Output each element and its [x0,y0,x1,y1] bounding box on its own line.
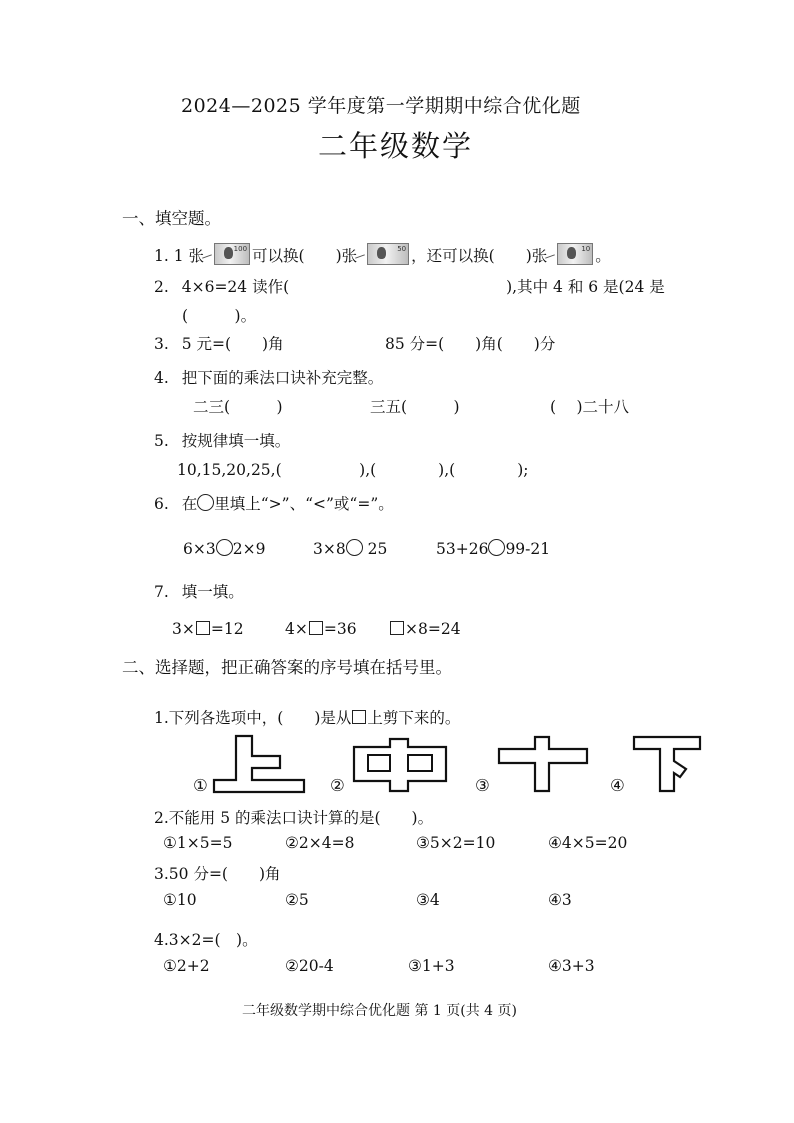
q6-line [154,492,394,514]
s2-q2-option-1[interactable]: ①1×5=5 [163,834,233,852]
s2-q4-option-2[interactable]: ②20-4 [285,957,334,975]
s2-q1-text-a: 1.下列各选项中，( )是从 [154,709,352,727]
q4-a: 二三( ) [193,398,283,416]
s2-q1-text [154,706,460,728]
q7-number: 7. [154,583,169,601]
q7-prompt: 填一填。 [181,583,244,601]
q4-c: ( )二十八 [550,398,630,416]
q4-line [154,366,383,388]
shang-outline-glyph[interactable] [210,734,306,794]
s2-q1-option3-label: ③ [475,776,490,795]
square-icon[interactable] [309,621,323,635]
s2-q3-option-3[interactable]: ③4 [416,891,440,909]
s2-q2-option-3[interactable]: ③5×2=10 [416,834,496,852]
s2-q4-option-3[interactable]: ③1+3 [408,957,455,975]
rmb-50-bill-icon: 50 [367,243,409,265]
zhong-outline-glyph[interactable] [350,737,450,793]
q5-number: 5. [154,432,169,450]
q7-b-right: =36 [323,620,357,638]
q5-line [154,429,290,451]
q1-number: 1. [154,247,169,265]
circle-icon[interactable] [216,539,233,556]
q6-item-c [436,539,550,558]
q1-text-d: 。 [595,247,611,265]
circle-icon[interactable] [488,539,505,556]
q7-line [154,580,244,602]
q2-text-1: 4×6=24 读作( ),其中 4 和 6 是(24 是 [181,278,665,296]
square-icon [352,710,366,724]
q6-c-right: 99-21 [505,540,551,558]
s2-q4-option-1[interactable]: ①2+2 [163,957,210,975]
q2-line1 [154,275,665,297]
q5-prompt: 按规律填一填。 [181,432,291,450]
s2-q3-option-1[interactable]: ①10 [163,891,197,909]
s2-q3-option-4[interactable]: ④3 [548,891,572,909]
q2-number: 2. [154,278,169,296]
q1-text-b: 可以换( )张 [252,247,358,265]
s2-q1-text-b: 上剪下来的。 [367,709,461,727]
q7-a-right: =12 [210,620,244,638]
q2-line2: ( )。 [182,307,257,325]
q3-number: 3. [154,335,169,353]
square-icon[interactable] [196,621,210,635]
s2-q2-option-2[interactable]: ②2×4=8 [285,834,355,852]
q3-line [154,332,284,354]
q6-c-left: 53+26 [436,540,489,558]
s2-q3-text: 3.50 分=( )角 [154,865,281,883]
s2-q4-option-4[interactable]: ④3+3 [548,957,595,975]
q6-a-right: 2×9 [232,540,266,558]
circle-icon[interactable] [346,539,363,556]
q4-prompt: 把下面的乘法口诀补充完整。 [181,369,384,387]
q3-b: 85 分=( )角( )分 [385,335,556,353]
section2-heading: 二、选择题，把正确答案的序号填在括号里。 [122,658,452,677]
q6-b-left: 3×8 [313,540,346,558]
rmb-10-bill-icon: 10 [557,243,593,265]
s2-q2-option-4[interactable]: ④4×5=20 [548,834,628,852]
s2-q4-text: 4.3×2=( )。 [154,931,258,949]
xia-outline-glyph[interactable] [632,735,702,793]
s2-q1-option4-label: ④ [610,776,625,795]
q3-a: 5 元=( )角 [181,335,284,353]
q7-b-left: 4× [285,620,308,638]
s2-q1-option2-label: ② [330,776,345,795]
rmb-100-bill-icon: 100 [214,243,250,265]
q7-item-c [389,620,461,638]
q6-item-a [183,539,265,558]
s2-q1-option1-label: ① [193,776,208,795]
s2-q2-text: 2.不能用 5 的乘法口诀计算的是( )。 [154,809,434,827]
exam-subtitle: 二年级数学 [318,129,474,163]
q7-a-left: 3× [172,620,195,638]
q1-text-c: ，还可以换( )张 [411,247,548,265]
page-footer: 二年级数学期中综合优化题 第 1 页(共 4 页) [242,1003,517,1019]
shi-outline-glyph[interactable] [497,735,589,793]
q6-b-right: 25 [362,540,388,558]
square-icon[interactable] [390,621,404,635]
q7-c-right: ×8=24 [405,620,461,638]
q6-prompt-a: 在 [181,495,198,513]
circle-icon [197,494,214,511]
q7-item-b [285,620,357,638]
q6-a-left: 6×3 [183,540,216,558]
q6-prompt-b: 里填上“>”、“<”或“=”。 [214,495,394,513]
q4-number: 4. [154,369,169,387]
q4-b: 三五( ) [370,398,460,416]
s2-q3-option-2[interactable]: ②5 [285,891,309,909]
q5-sequence: 10,15,20,25,( ),( ),( ); [177,461,529,479]
q1-line [154,243,611,266]
section1-heading: 一、填空题。 [122,209,221,228]
q7-item-a [172,620,244,638]
q6-item-b [313,539,387,558]
q1-text-a: 1 张 [173,247,205,265]
q6-number: 6. [154,495,169,513]
exam-title: 2024—2025 学年度第一学期期中综合优化题 [181,95,581,117]
